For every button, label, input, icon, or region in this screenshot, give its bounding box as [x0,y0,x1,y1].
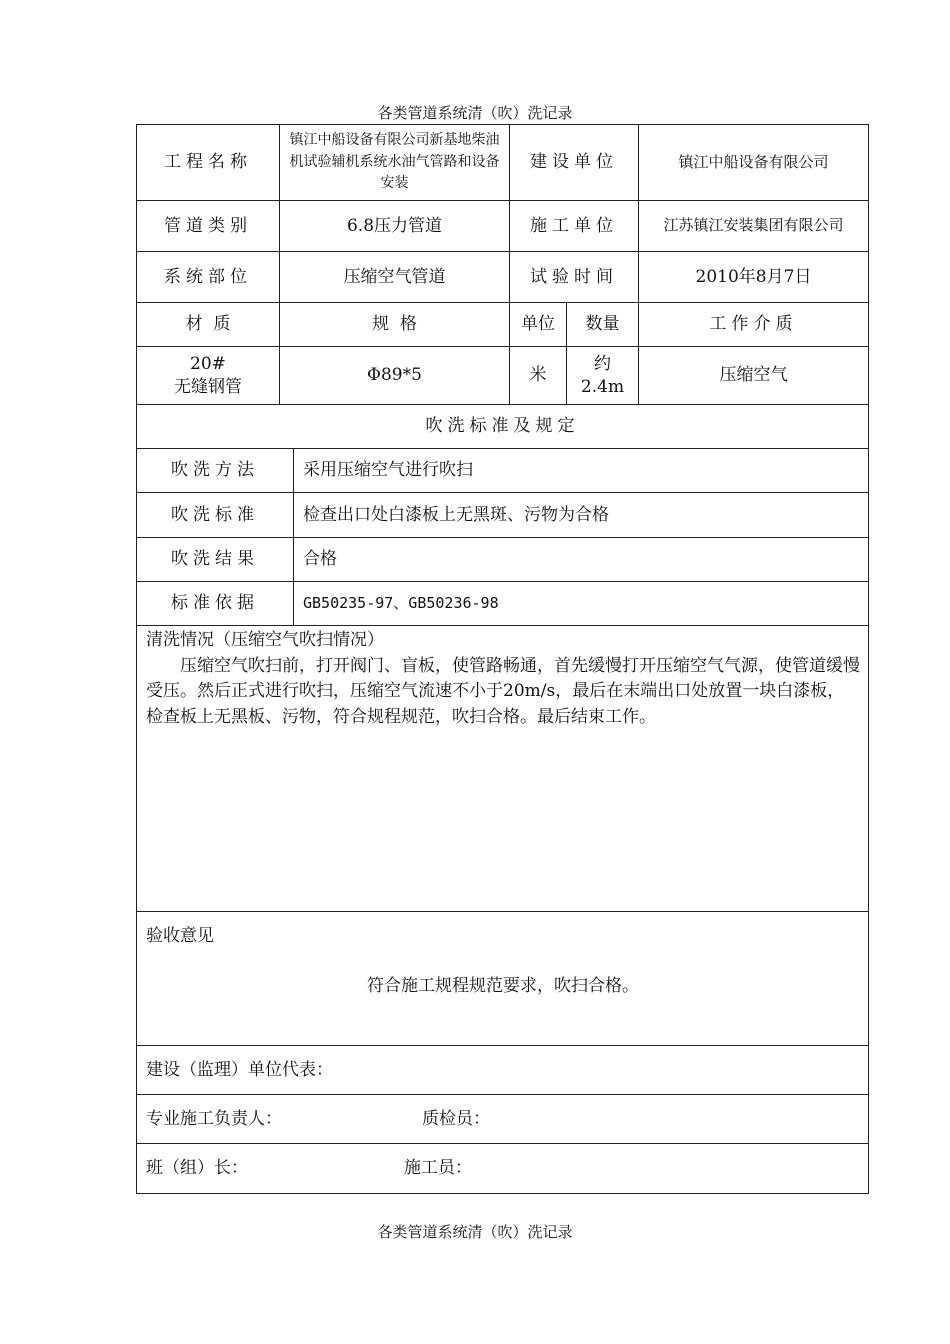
basis-value: GB50235-97、GB50236-98 [303,593,499,612]
worker-signature: 施工员： [404,1158,472,1179]
project-name-label: 工程名称 [164,152,252,173]
document-title: 各类管道系统清（吹）洗记录 [377,104,573,122]
cleaning-heading: 清洗情况（压缩空气吹扫情况） [146,630,384,650]
material-type: 无缝钢管 [174,376,242,397]
quantity-header: 数量 [585,314,620,335]
system-value: 压缩空气管道 [343,266,446,287]
method-value: 采用压缩空气进行吹扫 [303,460,473,481]
quality-inspector-signature: 质检员： [422,1108,490,1129]
cleaning-text: 压缩空气吹扫前，打开阀门、盲板，使管路畅通，首先缓慢打开压缩空气气源，使管道缓慢受压。然后正式进行吹扫，压缩空气流速不小于20m/s，最后在末端出口处放置一块白漆板，检查板上无黑板、污物，符合规程规范，吹扫合格。最后结束工作。 [146,655,860,727]
acceptance-heading: 验收意见 [146,926,214,946]
material-header: 材 质 [185,314,231,335]
owner-rep-signature: 建设（监理）单位代表： [146,1059,333,1080]
contractor-value: 江苏镇江安装集团有限公司 [663,216,844,235]
method-label: 吹洗方法 [171,460,259,481]
table-border-right [868,124,869,1194]
standard-value: 检查出口处白漆板上无黑斑、污物为合格 [303,504,609,525]
quantity-approx: 约 [594,354,611,375]
test-time-value: 2010年8月7日 [695,266,812,287]
medium-value: 压缩空气 [719,365,788,386]
cleaning-section [137,626,868,911]
table-border-bottom [136,1193,869,1194]
builder-label: 建设单位 [530,152,618,173]
basis-label: 标准依据 [171,593,259,614]
quantity-amount: 2.4m [580,376,625,397]
result-value: 合格 [303,549,337,570]
test-time-label: 试验时间 [530,266,618,287]
standards-section-title: 吹洗标准及规定 [425,416,580,437]
acceptance-text: 符合施工规程规范要求，吹扫合格。 [367,975,639,996]
pipe-type-value: 6.8压力管道 [346,215,443,236]
quantity-value [567,347,638,404]
medium-header: 工作介质 [709,314,798,335]
system-label: 系统部位 [164,266,252,287]
next-page-title: 各类管道系统清（吹）洗记录 [377,1223,573,1241]
acceptance-section [137,912,868,1045]
standard-label: 吹洗标准 [171,504,259,525]
unit-header: 单位 [521,314,555,335]
construction-lead-signature: 专业施工负责人： [146,1108,282,1129]
material-value [137,347,279,404]
result-label: 吹洗结果 [171,549,259,570]
team-leader-signature: 班（组）长： [146,1158,248,1179]
unit-value: 米 [529,365,547,386]
spec-header: 规 格 [372,314,417,335]
spec-value: Φ89*5 [367,365,422,386]
pipe-type-label: 管道类别 [164,215,252,236]
material-grade: 20# [190,354,226,375]
builder-value: 镇江中船设备有限公司 [678,152,829,171]
contractor-label: 施工单位 [530,215,618,236]
project-name-value: 镇江中船设备有限公司新基地柴油机试验辅机系统水油气管路和设备安装 [289,131,500,192]
